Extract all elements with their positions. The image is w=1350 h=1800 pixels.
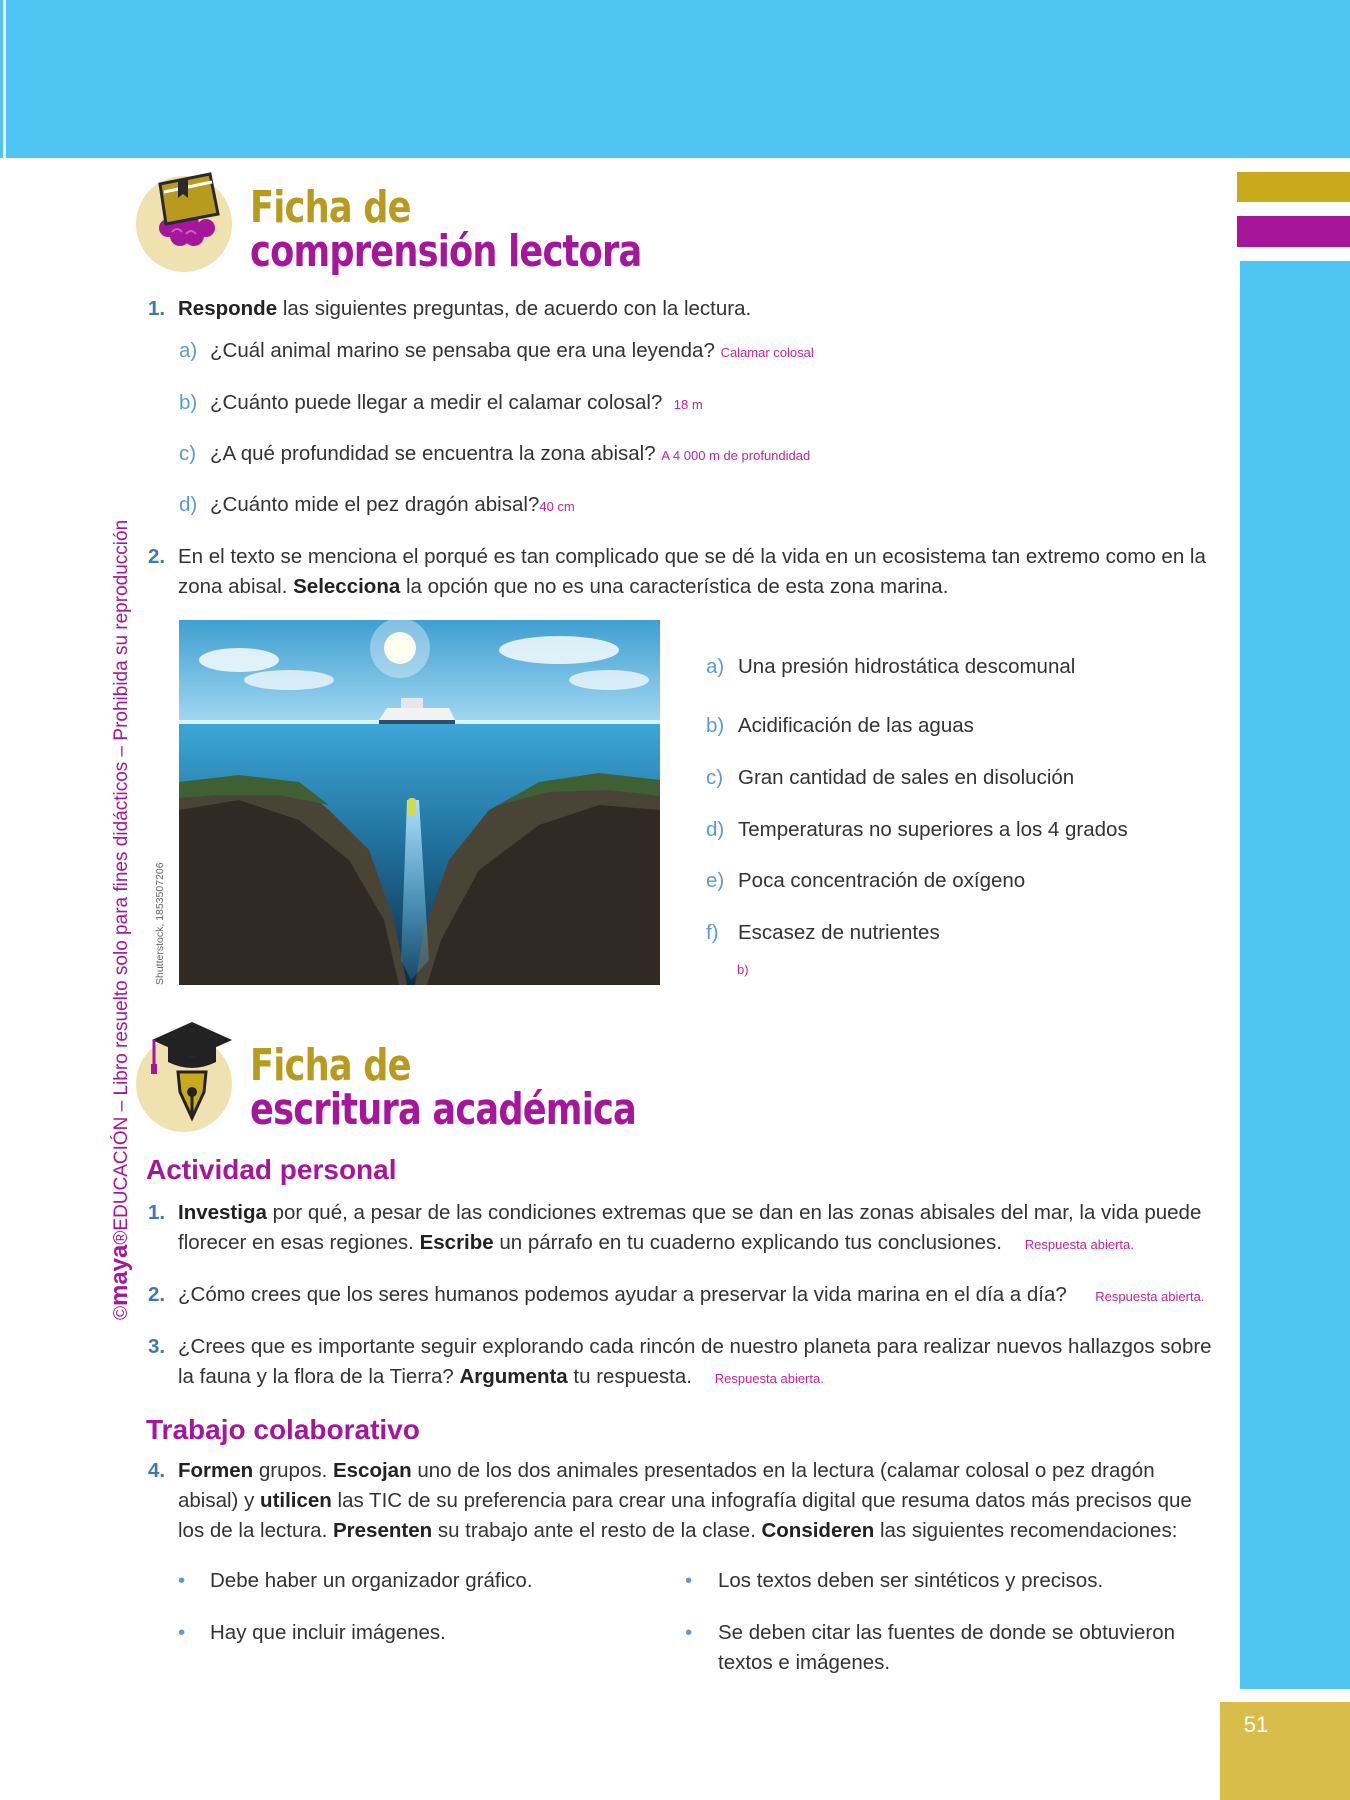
option-f bbox=[706, 918, 1218, 948]
question-answer: Respuesta abierta. bbox=[1024, 1237, 1134, 1252]
graduation-pen-icon bbox=[142, 1018, 242, 1128]
question-number: 1. bbox=[148, 297, 166, 320]
item-question: ¿Cuál animal marino se pensaba que era una leyenda? bbox=[210, 339, 715, 362]
abyssal-zone-photo bbox=[179, 620, 660, 985]
question-verb: Responde bbox=[178, 297, 278, 320]
reading-section-title bbox=[250, 182, 642, 277]
bullet-marker: • bbox=[178, 1621, 186, 1644]
option-text: Acidificación de las aguas bbox=[738, 714, 974, 737]
title-line-2: comprensión lectora bbox=[250, 226, 642, 277]
text-2: uno de los dos animales presentados en la lectura (calamar colosal o pez dragón abisal) y bbox=[178, 1459, 1155, 1512]
option-b bbox=[706, 711, 1218, 741]
bullet-marker: • bbox=[685, 1569, 693, 1592]
question-answer: Respuesta abierta. bbox=[1095, 1289, 1205, 1304]
verb-1: Formen bbox=[178, 1459, 254, 1482]
question-1d bbox=[179, 490, 1210, 522]
question-1c bbox=[179, 439, 1210, 471]
question-verb: Selecciona bbox=[293, 575, 401, 598]
question-1 bbox=[148, 294, 1218, 324]
item-answer: 18 m bbox=[673, 397, 703, 412]
item-question: ¿A qué profundidad se encuentra la zona abisal? bbox=[210, 442, 656, 465]
verb-5: Consideren bbox=[761, 1519, 875, 1542]
title-line-1: Ficha de bbox=[250, 182, 411, 233]
item-answer: A 4 000 m de profundidad bbox=[661, 448, 811, 463]
verb-3: utilicen bbox=[260, 1489, 332, 1512]
question-answer: Respuesta abierta. bbox=[714, 1371, 824, 1386]
personal-question-2 bbox=[148, 1280, 1218, 1312]
bullet-marker: • bbox=[685, 1621, 693, 1644]
question-number: 2. bbox=[148, 545, 166, 568]
personal-question-1 bbox=[148, 1198, 1212, 1260]
bullet-item-2 bbox=[178, 1618, 670, 1648]
title-line-1: Ficha de bbox=[250, 1040, 411, 1091]
brain-book-icon bbox=[142, 162, 242, 262]
option-text: Gran cantidad de sales en disolución bbox=[738, 766, 1075, 789]
item-question: ¿Cuánto puede llegar a medir el calamar colosal? bbox=[210, 391, 663, 414]
question-number: 2. bbox=[148, 1283, 166, 1306]
option-letter: a) bbox=[706, 655, 725, 678]
top-color-band bbox=[6, 0, 1350, 158]
item-letter: d) bbox=[179, 493, 198, 516]
bullet-marker: • bbox=[178, 1569, 186, 1592]
personal-activity-heading: Actividad personal bbox=[146, 1154, 397, 1185]
right-side-band bbox=[1240, 261, 1350, 1689]
option-letter: d) bbox=[706, 818, 725, 841]
credit-text: EDUCACIÓN – Libro resuelto solo para fines didácticos – Prohibida su reproducción bbox=[111, 519, 132, 1231]
option-text: Escasez de nutrientes bbox=[738, 921, 940, 944]
question-number: 3. bbox=[148, 1335, 166, 1358]
question-1b bbox=[179, 388, 1210, 420]
bullet-text: Hay que incluir imágenes. bbox=[210, 1621, 446, 1644]
text-1: grupos. bbox=[258, 1459, 328, 1482]
title-line-2: escritura académica bbox=[250, 1084, 636, 1135]
text-5: las siguientes recomendaciones: bbox=[879, 1519, 1178, 1542]
option-letter: f) bbox=[706, 921, 719, 944]
option-e bbox=[706, 866, 1218, 896]
bullet-item-3 bbox=[685, 1566, 1188, 1596]
item-letter: a) bbox=[179, 339, 198, 362]
brand-logo: maya bbox=[106, 1244, 133, 1306]
question-text: por qué, a pesar de las condiciones extremas que se dan en las zonas abisales del mar, la vida puede florecer en esas regiones. bbox=[178, 1201, 1202, 1254]
collab-question-4 bbox=[148, 1456, 1212, 1546]
item-letter: b) bbox=[179, 391, 198, 414]
item-letter: c) bbox=[179, 442, 197, 465]
option-d bbox=[706, 815, 1218, 845]
collab-heading: Trabajo colaborativo bbox=[146, 1414, 420, 1445]
verb-2: Escojan bbox=[332, 1459, 412, 1482]
item-question: ¿Cuánto mide el pez dragón abisal? bbox=[210, 493, 540, 516]
question-text: ¿Cómo crees que los seres humanos podemos ayudar a preservar la vida marina en el día a día? bbox=[178, 1283, 1067, 1306]
question-number: 4. bbox=[148, 1459, 166, 1482]
question-2 bbox=[148, 542, 1212, 602]
option-a bbox=[706, 652, 1218, 682]
q2-answer: b) bbox=[737, 962, 749, 977]
text-4: su trabajo ante el resto de la clase. bbox=[437, 1519, 756, 1542]
question-text-after: tu respuesta. bbox=[573, 1365, 692, 1388]
top-band-edge bbox=[0, 0, 3, 158]
option-letter: c) bbox=[706, 766, 724, 789]
page-number: 51 bbox=[1243, 1712, 1269, 1737]
question-number: 1. bbox=[148, 1201, 166, 1224]
question-text: En el texto se menciona el porqué es tan complicado que se dé la vida en un ecosistema tan extremo como en la zona abisal. bbox=[178, 545, 1206, 598]
question-text-2: un párrafo en tu cuaderno explicando tus conclusiones. bbox=[499, 1231, 1002, 1254]
option-letter: b) bbox=[706, 714, 725, 737]
question-text-after: la opción que no es una característica de esta zona marina. bbox=[405, 575, 949, 598]
option-text: Una presión hidrostática descomunal bbox=[738, 655, 1076, 678]
bullet-item-4 bbox=[685, 1618, 1188, 1678]
question-verb: Argumenta bbox=[459, 1365, 568, 1388]
magenta-tab bbox=[1237, 216, 1350, 247]
verb-4: Presenten bbox=[332, 1519, 433, 1542]
bullet-text: Los textos deben ser sintéticos y precisos. bbox=[718, 1569, 1104, 1592]
bullet-text: Se deben citar las fuentes de donde se obtuvieron textos e imágenes. bbox=[718, 1621, 1176, 1674]
item-answer: Calamar colosal bbox=[720, 345, 814, 360]
option-letter: e) bbox=[706, 869, 725, 892]
option-text: Poca concentración de oxígeno bbox=[738, 869, 1026, 892]
bullet-item-1 bbox=[178, 1566, 670, 1596]
personal-question-3 bbox=[148, 1332, 1212, 1394]
text-3: las TIC de su preferencia para crear una infografía digital que resuma datos más precisos que los de la lectura. bbox=[178, 1489, 1192, 1542]
gold-tab bbox=[1237, 172, 1350, 202]
question-text: las siguientes preguntas, de acuerdo con la lectura. bbox=[282, 297, 752, 320]
bullet-text: Debe haber un organizador gráfico. bbox=[210, 1569, 533, 1592]
question-1a bbox=[179, 336, 1210, 368]
question-verb-2: Escribe bbox=[419, 1231, 494, 1254]
item-answer: 40 cm bbox=[539, 499, 575, 514]
photo-credit: Shutterstock, 1853507206 bbox=[154, 862, 166, 985]
option-c bbox=[706, 763, 1218, 793]
question-verb: Investiga bbox=[178, 1201, 267, 1224]
question-text: ¿Crees que es importante seguir explorando cada rincón de nuestro planeta para realizar nuevos hallazgos sobre la fauna y la flora de la Tierra? bbox=[178, 1335, 1212, 1388]
writing-section-title bbox=[250, 1040, 636, 1135]
sidebar-credit: ©maya®EDUCACIÓN – Libro resuelto solo para fines didácticos – Prohibida su reproducción bbox=[106, 519, 133, 1320]
option-text: Temperaturas no superiores a los 4 grados bbox=[738, 818, 1128, 841]
